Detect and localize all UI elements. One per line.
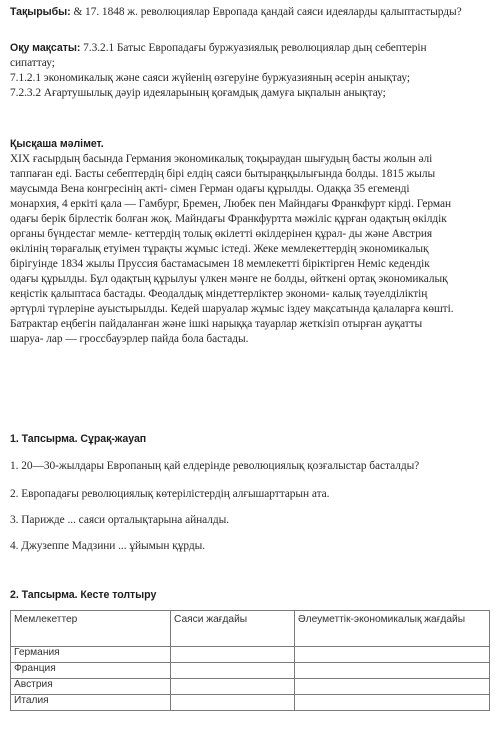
table-row xyxy=(11,695,490,711)
summary-line: монархия, 4 еркіті қала — Гамбург, Бремен, Любек пен Майндағы Франкфурт кірді. Герман xyxy=(10,198,452,210)
country-cell: Италия xyxy=(11,695,171,711)
task1-question: 1. 20—30-жылдары Европаның қай елдерінде революциялық қозғалыстар басталды? xyxy=(10,460,420,472)
summary-line: әртүрлі түрлеріне ауыстырылды. Кедей шаруалар жұмыс іздеу мақсатында қалаларға көшті. xyxy=(10,303,454,315)
task1-question: 4. Джузеппе Мадзини ... ұйымын құрды. xyxy=(10,540,205,552)
table-row xyxy=(11,679,490,695)
answer-cell[interactable] xyxy=(171,647,295,663)
table-row xyxy=(11,663,490,679)
topic-line xyxy=(10,6,462,19)
country-cell: Германия xyxy=(11,647,171,663)
table-row xyxy=(11,647,490,663)
summary-line: маусымда Вена конгресінің акті- сімен Герман одағы құрылды. Одаққа 35 егеменді xyxy=(10,183,410,195)
answer-cell[interactable] xyxy=(295,695,490,711)
topic-label: Тақырыбы: xyxy=(10,6,71,18)
objectives-line-3: 7.1.2.1 экономикалық және саяси жүйенің өзгеруіне буржуазияның әсерін анықтау; xyxy=(10,72,410,84)
objectives-line-4: 7.2.3.2 Ағартушылық дәуір идеяларының қоғамдық дамуға ықпалын анықтау; xyxy=(10,87,386,99)
summary-line: таппаған еді. Басты себептердің бірі елдің саяси бытыраңқылығында болды. 1815 жылы xyxy=(10,168,436,180)
objectives-label: Оқу мақсаты: xyxy=(10,42,81,54)
summary-line: одағы берік бірлестік болған жоқ. Майндағы Франкфуртта мәжіліс құрған одақтың өкілдік xyxy=(10,213,447,225)
summary-title: Қысқаша мәлімет. xyxy=(10,138,104,150)
summary-line: органы бүндестаг мемле- кеттердің толық өкілетті өкілдерінен құрал- ды және Австрия xyxy=(10,228,433,240)
country-cell: Франция xyxy=(11,663,171,679)
objectives-text-1: 7.3.2.1 Батыс Европадағы буржуазиялық революциялар дың себептерін xyxy=(80,42,427,54)
task1-question: 2. Европадағы революциялық көтерілістердің алғышарттарын ата. xyxy=(10,488,330,500)
answer-cell[interactable] xyxy=(171,695,295,711)
task1-title: 1. Тапсырма. Сұрақ-жауап xyxy=(10,433,147,445)
task2-title: 2. Тапсырма. Кесте толтыру xyxy=(10,589,157,601)
fill-in-table xyxy=(10,610,490,711)
task1-question: 3. Парижде ... саяси орталықтарына айналды. xyxy=(10,514,230,526)
summary-line: бірігуінде 1834 жылы Пруссия бастамасымен 18 мемлекетті біріктірген Неміс кедендік xyxy=(10,258,430,270)
column-header: Саяси жағдайы xyxy=(171,611,295,647)
summary-line: шаруа- лар — гроссбауэрлер пайда бола бастады. xyxy=(10,333,249,345)
answer-cell[interactable] xyxy=(295,663,490,679)
summary-line: өкілінің төрағалық етуімен тұрақты жұмыс істеді. Жеке мемлекеттердің экономикалық xyxy=(10,243,429,255)
answer-cell[interactable] xyxy=(295,647,490,663)
answer-cell[interactable] xyxy=(295,679,490,695)
summary-line: Батрактар еңбегін пайдаланған және ішкі нарыққа тауарлар жеткізіп отырған ауқатты xyxy=(10,318,423,330)
summary-line: кеңістік қалыптаса бастады. Феодалдық міндеттерліктер экономи- калық тәуелділіктің xyxy=(10,288,428,300)
summary-line: XIX ғасырдың басында Германия экономикалық тоқыраудан шығудың басты жолын әлі xyxy=(10,153,433,165)
objectives-line-1 xyxy=(10,42,427,55)
answer-cell[interactable] xyxy=(171,663,295,679)
topic-text: & 17. 1848 ж. революциялар Европада қандай саяси идеяларды қалыптастырды? xyxy=(70,6,462,18)
summary-line: одағы құрылды. Бұл одақтың құрылуы үлкен мәнге не болды, өйткені ортақ экономикалық xyxy=(10,273,448,285)
country-cell: Австрия xyxy=(11,679,171,695)
answer-cell[interactable] xyxy=(171,679,295,695)
objectives-line-2: сипаттау; xyxy=(10,57,55,69)
column-header: Мемлекеттер xyxy=(11,611,171,647)
table-header-row xyxy=(11,611,490,647)
column-header: Әлеуметтік-экономикалық жағдайы xyxy=(295,611,490,647)
